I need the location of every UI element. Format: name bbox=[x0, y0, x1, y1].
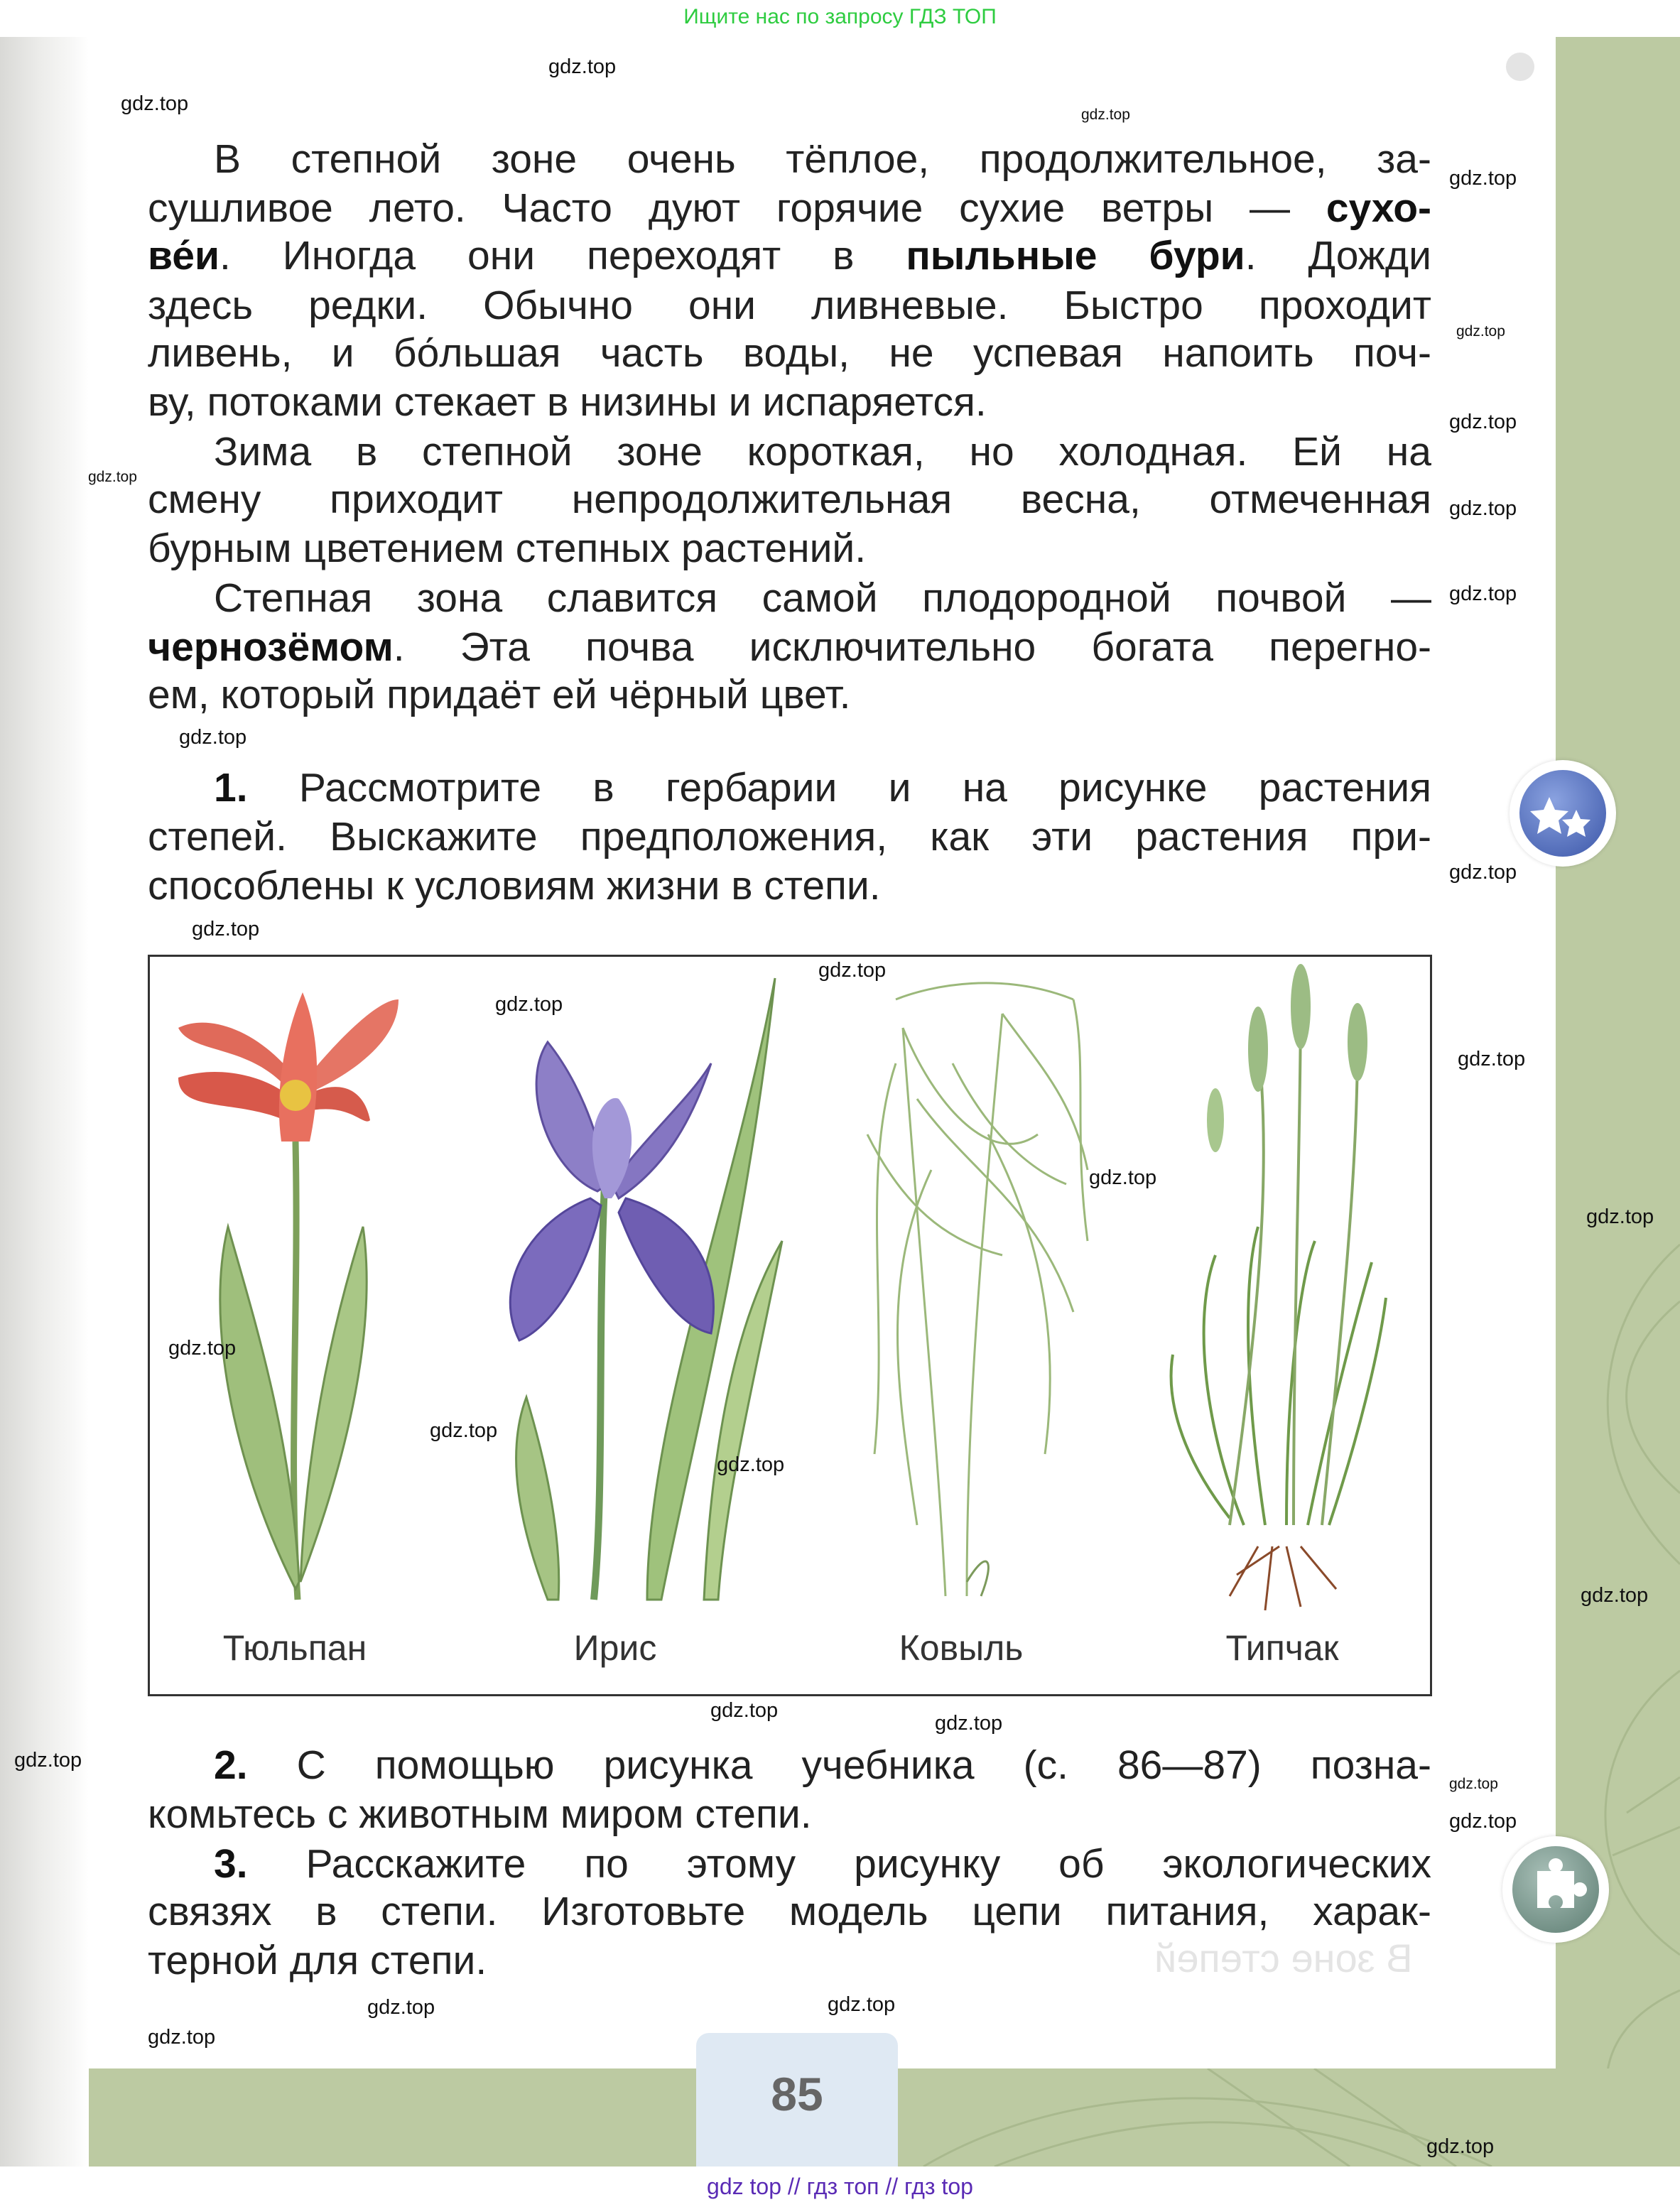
watermark: gdz.top bbox=[1449, 582, 1517, 605]
plants-figure bbox=[148, 955, 1432, 1696]
text-line bbox=[148, 1790, 812, 1838]
label-fescue: Типчак bbox=[1225, 1628, 1339, 1668]
text-line-content bbox=[214, 428, 1431, 476]
text-segment: способлены к условиям жизни в степи. bbox=[148, 863, 881, 909]
watermark: gdz.top bbox=[710, 1699, 779, 1722]
text-segment: ем, который придаёт ей чёрный цвет. bbox=[148, 672, 851, 717]
text-line-content bbox=[214, 1840, 1431, 1888]
text-segment: ливень, и бо́льшая часть воды, не успевая напоить поч- bbox=[148, 330, 1431, 376]
watermark: gdz.top bbox=[121, 92, 189, 115]
text-segment: ву, потоками стекает в низины и испаряется. bbox=[148, 379, 987, 425]
watermark: gdz.top bbox=[1449, 411, 1517, 433]
watermark: gdz.top bbox=[495, 993, 563, 1016]
text-line-content bbox=[148, 623, 1431, 671]
text-line-content bbox=[148, 281, 1431, 330]
text-line-content bbox=[148, 524, 866, 573]
text-line-content bbox=[148, 232, 1431, 280]
feather-grass-illustration bbox=[867, 983, 1088, 1596]
bold-term: чернозёмом bbox=[148, 624, 394, 670]
watermark: gdz.top bbox=[818, 959, 887, 982]
watermark: gdz.top bbox=[935, 1712, 1003, 1735]
text-line bbox=[148, 862, 881, 910]
watermark: gdz.top bbox=[179, 726, 247, 749]
text-segment: Расскажите по этому рисунку об экологических bbox=[247, 1841, 1431, 1887]
fescue-illustration bbox=[1171, 964, 1386, 1610]
page-corner-mark bbox=[1506, 53, 1534, 81]
watermark: gdz.top bbox=[717, 1453, 785, 1476]
watermark: gdz.top bbox=[1449, 167, 1517, 190]
label-tulip: Тюльпан bbox=[222, 1628, 367, 1668]
text-line-content bbox=[148, 184, 1431, 232]
watermark: gdz.top bbox=[1456, 323, 1505, 340]
task-badge[interactable] bbox=[1510, 760, 1616, 867]
plants-illustration bbox=[150, 957, 1430, 1694]
watermark: gdz.top bbox=[14, 1749, 82, 1772]
text-line bbox=[148, 671, 850, 719]
label-iris: Ирис bbox=[573, 1628, 657, 1668]
text-line bbox=[148, 1936, 487, 1985]
bold-term: сухо- bbox=[1326, 185, 1431, 231]
text-segment: степей. Выскажите предположения, как эти растения при- bbox=[148, 814, 1431, 860]
text-line-content bbox=[214, 764, 1431, 812]
text-line bbox=[214, 574, 1431, 622]
watermark: gdz.top bbox=[192, 918, 260, 940]
text-line-content bbox=[214, 135, 1431, 183]
text-line bbox=[148, 281, 1431, 330]
iris-illustration bbox=[510, 978, 785, 1600]
watermark: gdz.top bbox=[1426, 2135, 1495, 2158]
watermark: gdz.top bbox=[88, 469, 137, 485]
text-line bbox=[214, 1840, 1431, 1888]
watermark: gdz.top bbox=[1449, 1810, 1517, 1833]
text-line bbox=[148, 623, 1431, 671]
stars-icon bbox=[1519, 770, 1606, 857]
watermark: gdz.top bbox=[1458, 1048, 1526, 1070]
watermark: gdz.top bbox=[828, 1993, 896, 2016]
watermark: gdz.top bbox=[1449, 1776, 1498, 1792]
text-line-content bbox=[148, 1887, 1431, 1936]
text-line-content bbox=[214, 1741, 1431, 1789]
label-feather-grass: Ковыль bbox=[899, 1628, 1024, 1668]
watermark: gdz.top bbox=[1581, 1584, 1649, 1607]
text-line bbox=[214, 135, 1431, 183]
bold-term: пыльные бури bbox=[906, 233, 1245, 278]
text-line bbox=[148, 378, 987, 426]
top-banner: Ищите нас по запросу ГДЗ ТОП bbox=[0, 0, 1680, 37]
watermark: gdz.top bbox=[1586, 1205, 1654, 1228]
text-line bbox=[148, 475, 1431, 524]
text-line bbox=[148, 1887, 1431, 1936]
text-line bbox=[214, 1741, 1431, 1789]
text-line bbox=[148, 232, 1431, 280]
book-spine-shadow bbox=[0, 37, 89, 2167]
watermark: gdz.top bbox=[548, 55, 617, 78]
text-segment: связях в степи. Изготовьте модель цепи питания, харак- bbox=[148, 1889, 1431, 1934]
text-line-content bbox=[148, 378, 987, 426]
footer-watermark: gdz top // гдз топ // гдз top bbox=[0, 2167, 1680, 2207]
text-line-content bbox=[148, 475, 1431, 524]
tulip-illustration bbox=[178, 992, 399, 1600]
text-segment: В степной зоне очень тёплое, продолжительное, за- bbox=[214, 136, 1431, 182]
watermark: gdz.top bbox=[1449, 861, 1517, 884]
text-segment: Степная зона славится самой плодородной почвой — bbox=[214, 575, 1431, 621]
text-line bbox=[148, 813, 1431, 861]
text-segment: терной для степи. bbox=[148, 1938, 487, 1983]
show-through-text: В зоне степей bbox=[1154, 1936, 1413, 1980]
watermark: gdz.top bbox=[168, 1337, 237, 1360]
text-segment: Зима в степной зоне короткая, но холодная. Ей на bbox=[214, 429, 1431, 475]
text-segment: Рассмотрите в гербарии и на рисунке растения bbox=[247, 765, 1431, 810]
project-badge[interactable] bbox=[1502, 1836, 1609, 1943]
text-line bbox=[148, 184, 1431, 232]
puzzle-icon bbox=[1512, 1846, 1599, 1933]
text-line-content bbox=[148, 1790, 812, 1838]
watermark: gdz.top bbox=[1449, 497, 1517, 520]
text-segment: . Эта почва исключительно богата перегно- bbox=[393, 624, 1431, 670]
text-line-content bbox=[148, 813, 1431, 861]
text-segment: бурным цветением степных растений. bbox=[148, 526, 867, 571]
text-line bbox=[148, 329, 1431, 377]
text-line-content bbox=[148, 1936, 487, 1985]
watermark: gdz.top bbox=[430, 1419, 498, 1442]
watermark: gdz.top bbox=[367, 1996, 435, 2019]
page-number: 85 bbox=[771, 2068, 823, 2120]
text-segment: смену приходит непродолжительная весна, отмеченная bbox=[148, 477, 1431, 522]
watermark: gdz.top bbox=[1089, 1166, 1157, 1189]
text-segment: . Иногда они переходят в bbox=[220, 233, 906, 278]
text-segment: комьтесь с животным миром степи. bbox=[148, 1791, 812, 1837]
page-number-tab bbox=[696, 2033, 898, 2167]
text-line bbox=[214, 428, 1431, 476]
text-segment: здесь редки. Обычно они ливневые. Быстро проходит bbox=[148, 283, 1431, 328]
bold-term: 2. bbox=[214, 1742, 248, 1788]
bold-term: 3. bbox=[214, 1841, 248, 1887]
text-line bbox=[214, 764, 1431, 812]
bold-term: ве́и bbox=[148, 233, 220, 278]
text-line-content bbox=[148, 862, 881, 910]
text-segment: С помощью рисунка учебника (с. 86—87) позна- bbox=[247, 1742, 1431, 1788]
watermark: gdz.top bbox=[148, 2026, 216, 2049]
bold-term: 1. bbox=[214, 765, 248, 810]
text-line-content bbox=[148, 329, 1431, 377]
text-line bbox=[148, 524, 866, 573]
text-line-content bbox=[148, 671, 850, 719]
watermark: gdz.top bbox=[1081, 107, 1130, 123]
text-segment: . Дожди bbox=[1245, 233, 1431, 278]
text-segment: сушливое лето. Часто дуют горячие сухие ветры — bbox=[148, 185, 1326, 231]
text-line-content bbox=[214, 574, 1431, 622]
